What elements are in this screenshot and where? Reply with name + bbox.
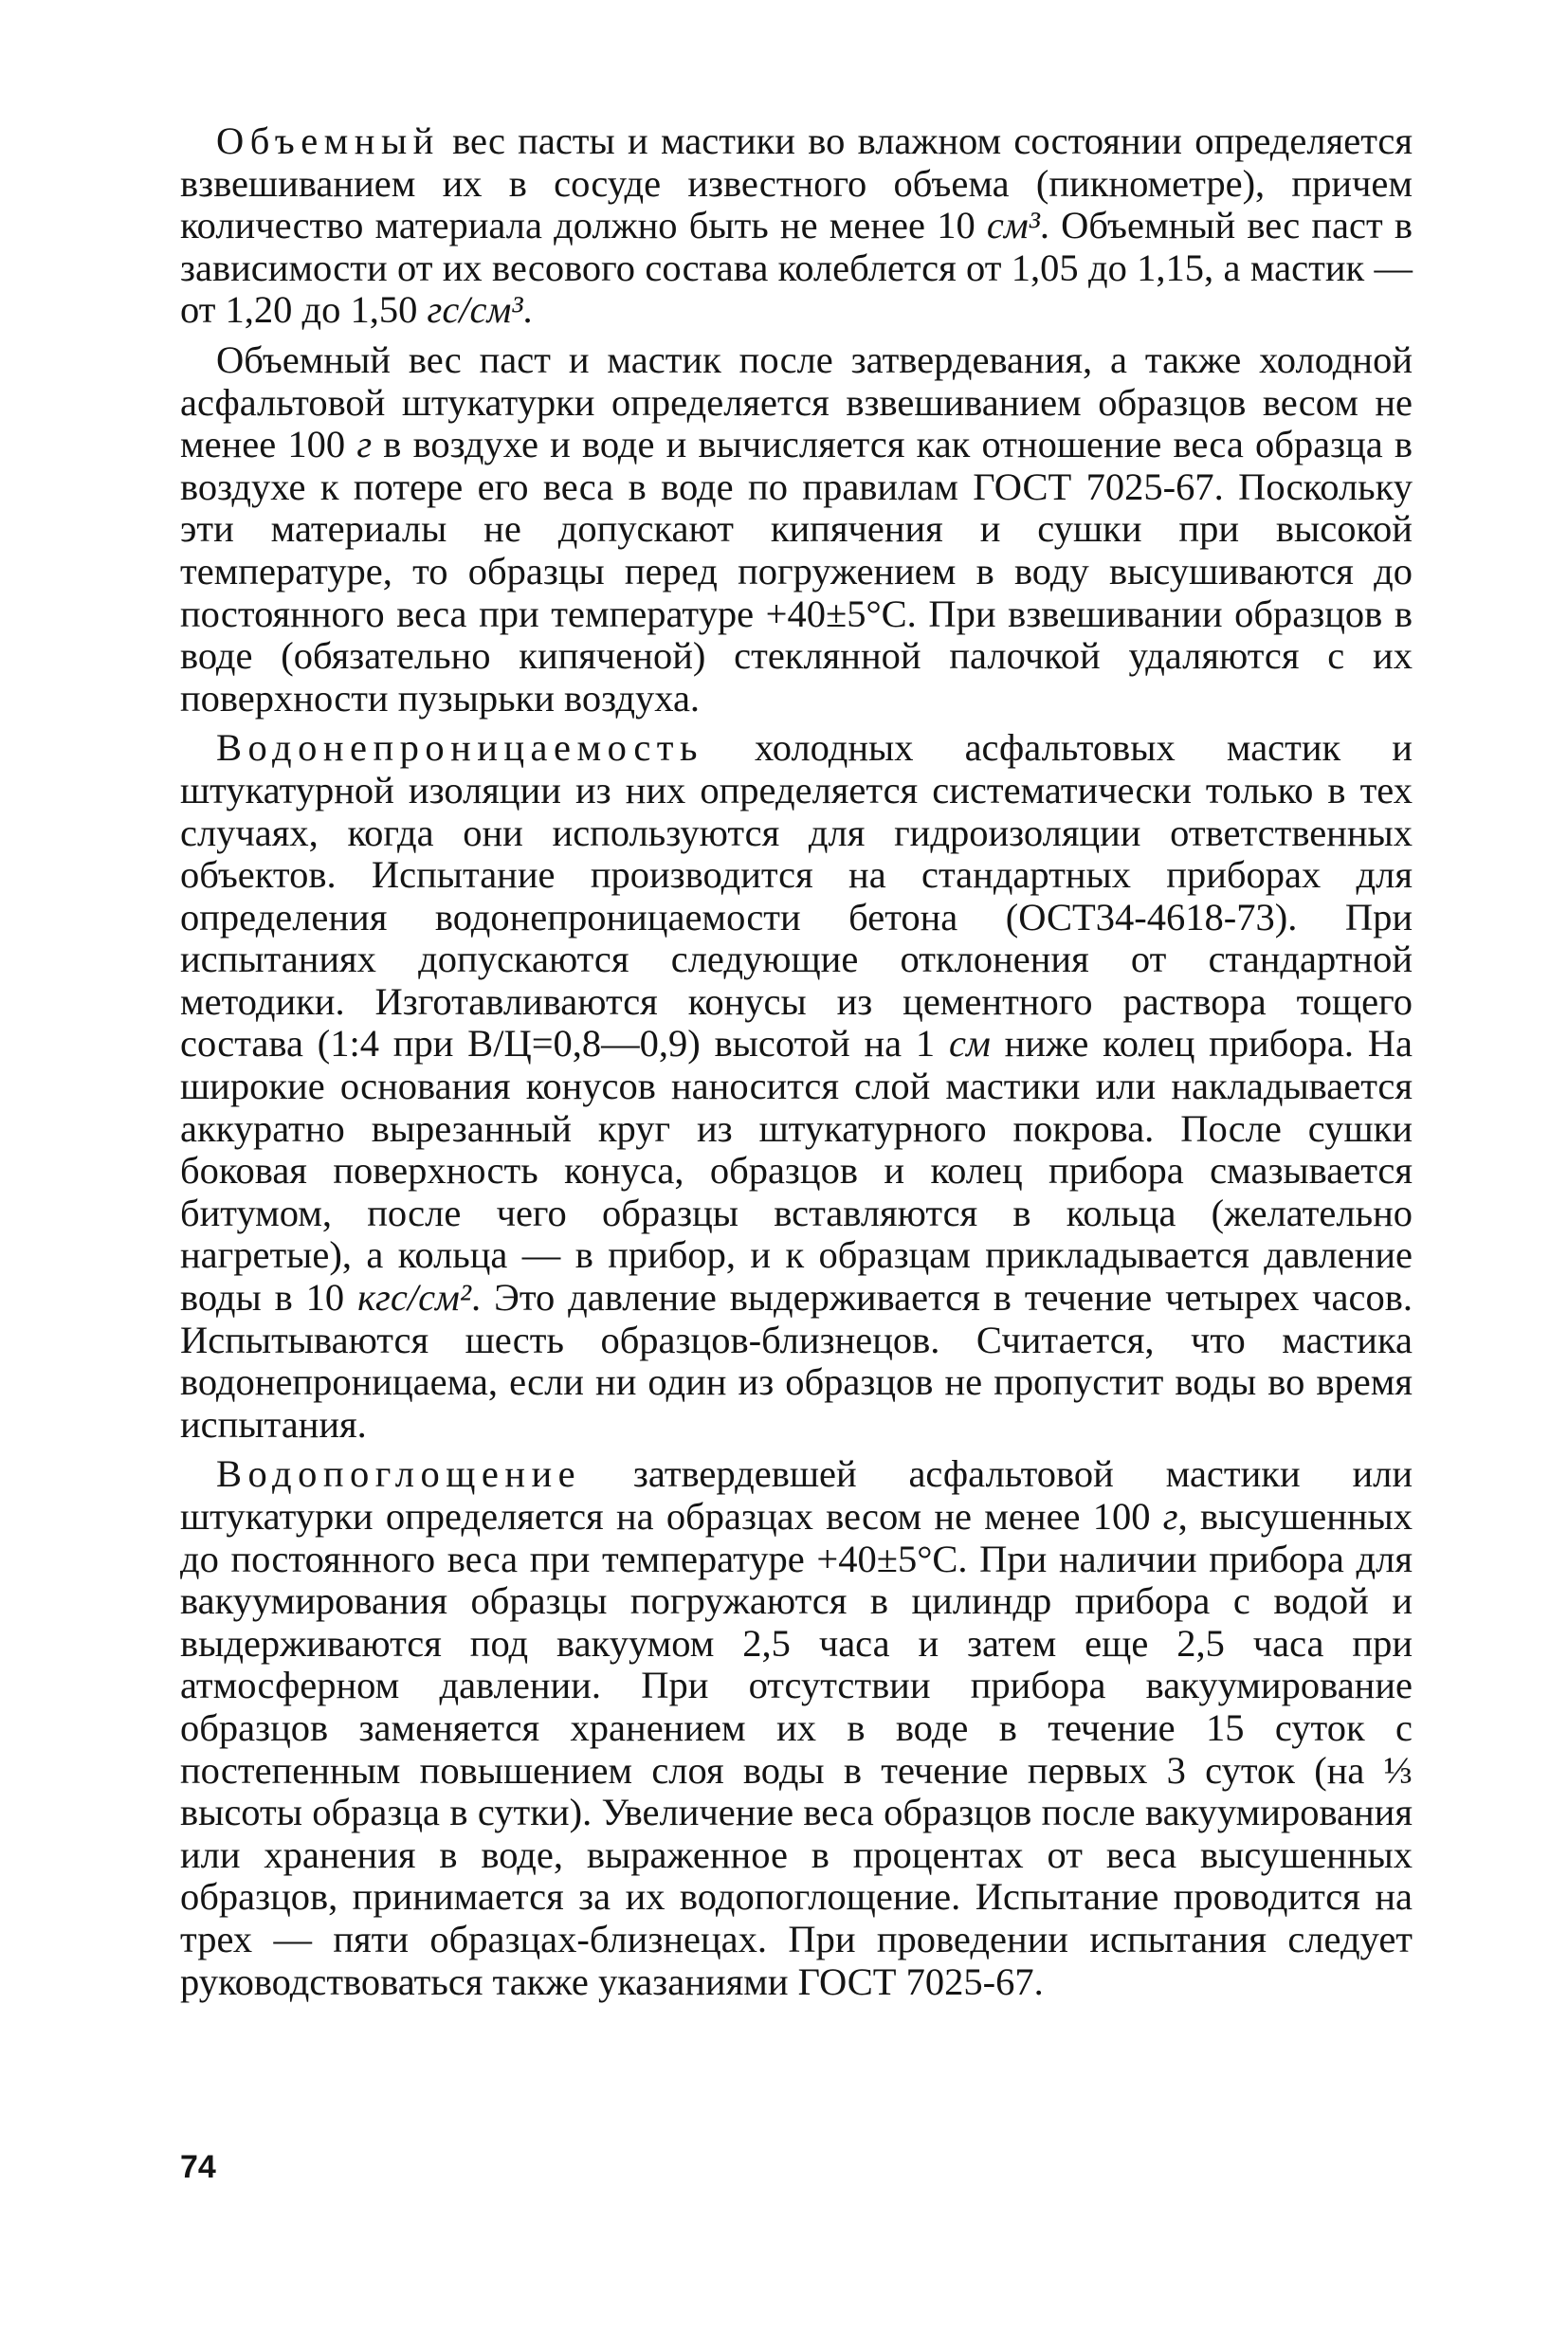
body-text [180,120,1413,2003]
paragraph-water-absorption [180,1453,1413,2003]
paragraph-text: в воздухе и воде и вычисляется как отношение веса образца в воздухе к потере его веса в воде по правилам ГОСТ 7025-67. Поскольку эти материалы не допускают кипячения и сушки при высокой температуре, то образцы перед погружением в воду высушиваются до постоянного веса при температуре +40±5°С. При взвешивании образцов в воде (обязательно кипяченой) стеклянной палочкой удаляются с их поверхности пузырьки воздуха. [180,423,1413,720]
paragraph-text: Объемный вес паст и мастик после затвердевания, а также холодной асфальтовой штукатурки определяется взвешиванием образцов весом не менее 100 [180,337,1413,466]
paragraph-water-impermeability [180,727,1413,1446]
paragraph-volume-weight-wet [180,120,1413,332]
paragraph-text: . Объемный вес паст в зависимости от их весового состава колеблется от 1,05 до 1,15, а мастик — от 1,20 до 1,50 [180,204,1413,332]
paragraph-text: , высушенных до постоянного веса при температуре +40±5°С. При наличии прибора для вакуумирования образцы погружаются в цилиндр прибора с водой и выдерживаются под вакуумом 2,5 часа и затем еще 2,5 часа при атмосферном давлении. При отсутствии прибора вакуумирование образцов заменяется хранением их в воде в течение 15 суток с постепенным повышением слоя воды в течение первых 3 суток (на ⅓ высоты образца в сутки). Увеличение веса образцов после вакуумирования или хранения в воде, выраженное в процентах от веса высушенных образцов, принимается за их водопоглощение. Испытание проводится на трех — пяти образцах-близнецах. При проведении испытания следует руководствоваться также указаниями ГОСТ 7025-67. [180,1495,1413,2003]
page-number: 74 [180,2149,216,2185]
paragraph-text: вес пасты и мастики во влажном состоянии определяется взвешиванием их в сосуде известного объема (пикнометре), причем количество материала должно быть не менее 10 [180,119,1413,247]
paragraph-text: ниже колец прибора. На широкие основания конусов наносится слой мастики или накладывается аккуратно вырезанный круг из штукатурного покрова. После сушки боковая поверхность конуса, образцов и колец прибора смазывается битумом, после чего образцы вставляются в кольца (желательно нагретые), а кольца — в прибор, и к образцам прикладывается давление воды в 10 [180,1022,1413,1320]
paragraph-volume-weight-hardened [180,339,1413,720]
unit-text: кгс/см² [357,1276,472,1320]
unit-text: г [1162,1495,1178,1538]
paragraph-lead-term: Водонепроницаемость [216,726,703,770]
unit-text: г [356,423,373,466]
unit-text: гс/см³ [427,288,523,332]
paragraph-text: затвердевшей асфальтовой мастики или штукатурки определяется на образцах весом не менее 100 [180,1452,1413,1538]
unit-text: см³ [986,204,1040,247]
paragraph-lead-term: Водопоглощение [216,1452,582,1496]
unit-text: см [948,1022,991,1066]
paragraph-text: . Это давление выдерживается в течение четырех часов. Испытываются шесть образцов-близнецов. Считается, что мастика водонепроницаема, если ни один из образцов не пропустит воды во время испытания. [180,1276,1413,1446]
paragraph-text: . [522,288,533,332]
paragraph-lead-term: Объемный [216,119,440,162]
paragraph-text: холодных асфальтовых мастик и штукатурной изоляции из них определяется систематически только в тех случаях, когда они используются для гидроизоляции ответственных объектов. Испытание производится на стандартных приборах для определения водонепроницаемости бетона (ОСТ34-4618-73). При испытаниях допускаются следующие отклонения от стандартной методики. Изготавливаются конусы из цементного раствора тощего состава (1:4 при В/Ц=0,8—0,9) высотой на 1 [180,726,1413,1066]
